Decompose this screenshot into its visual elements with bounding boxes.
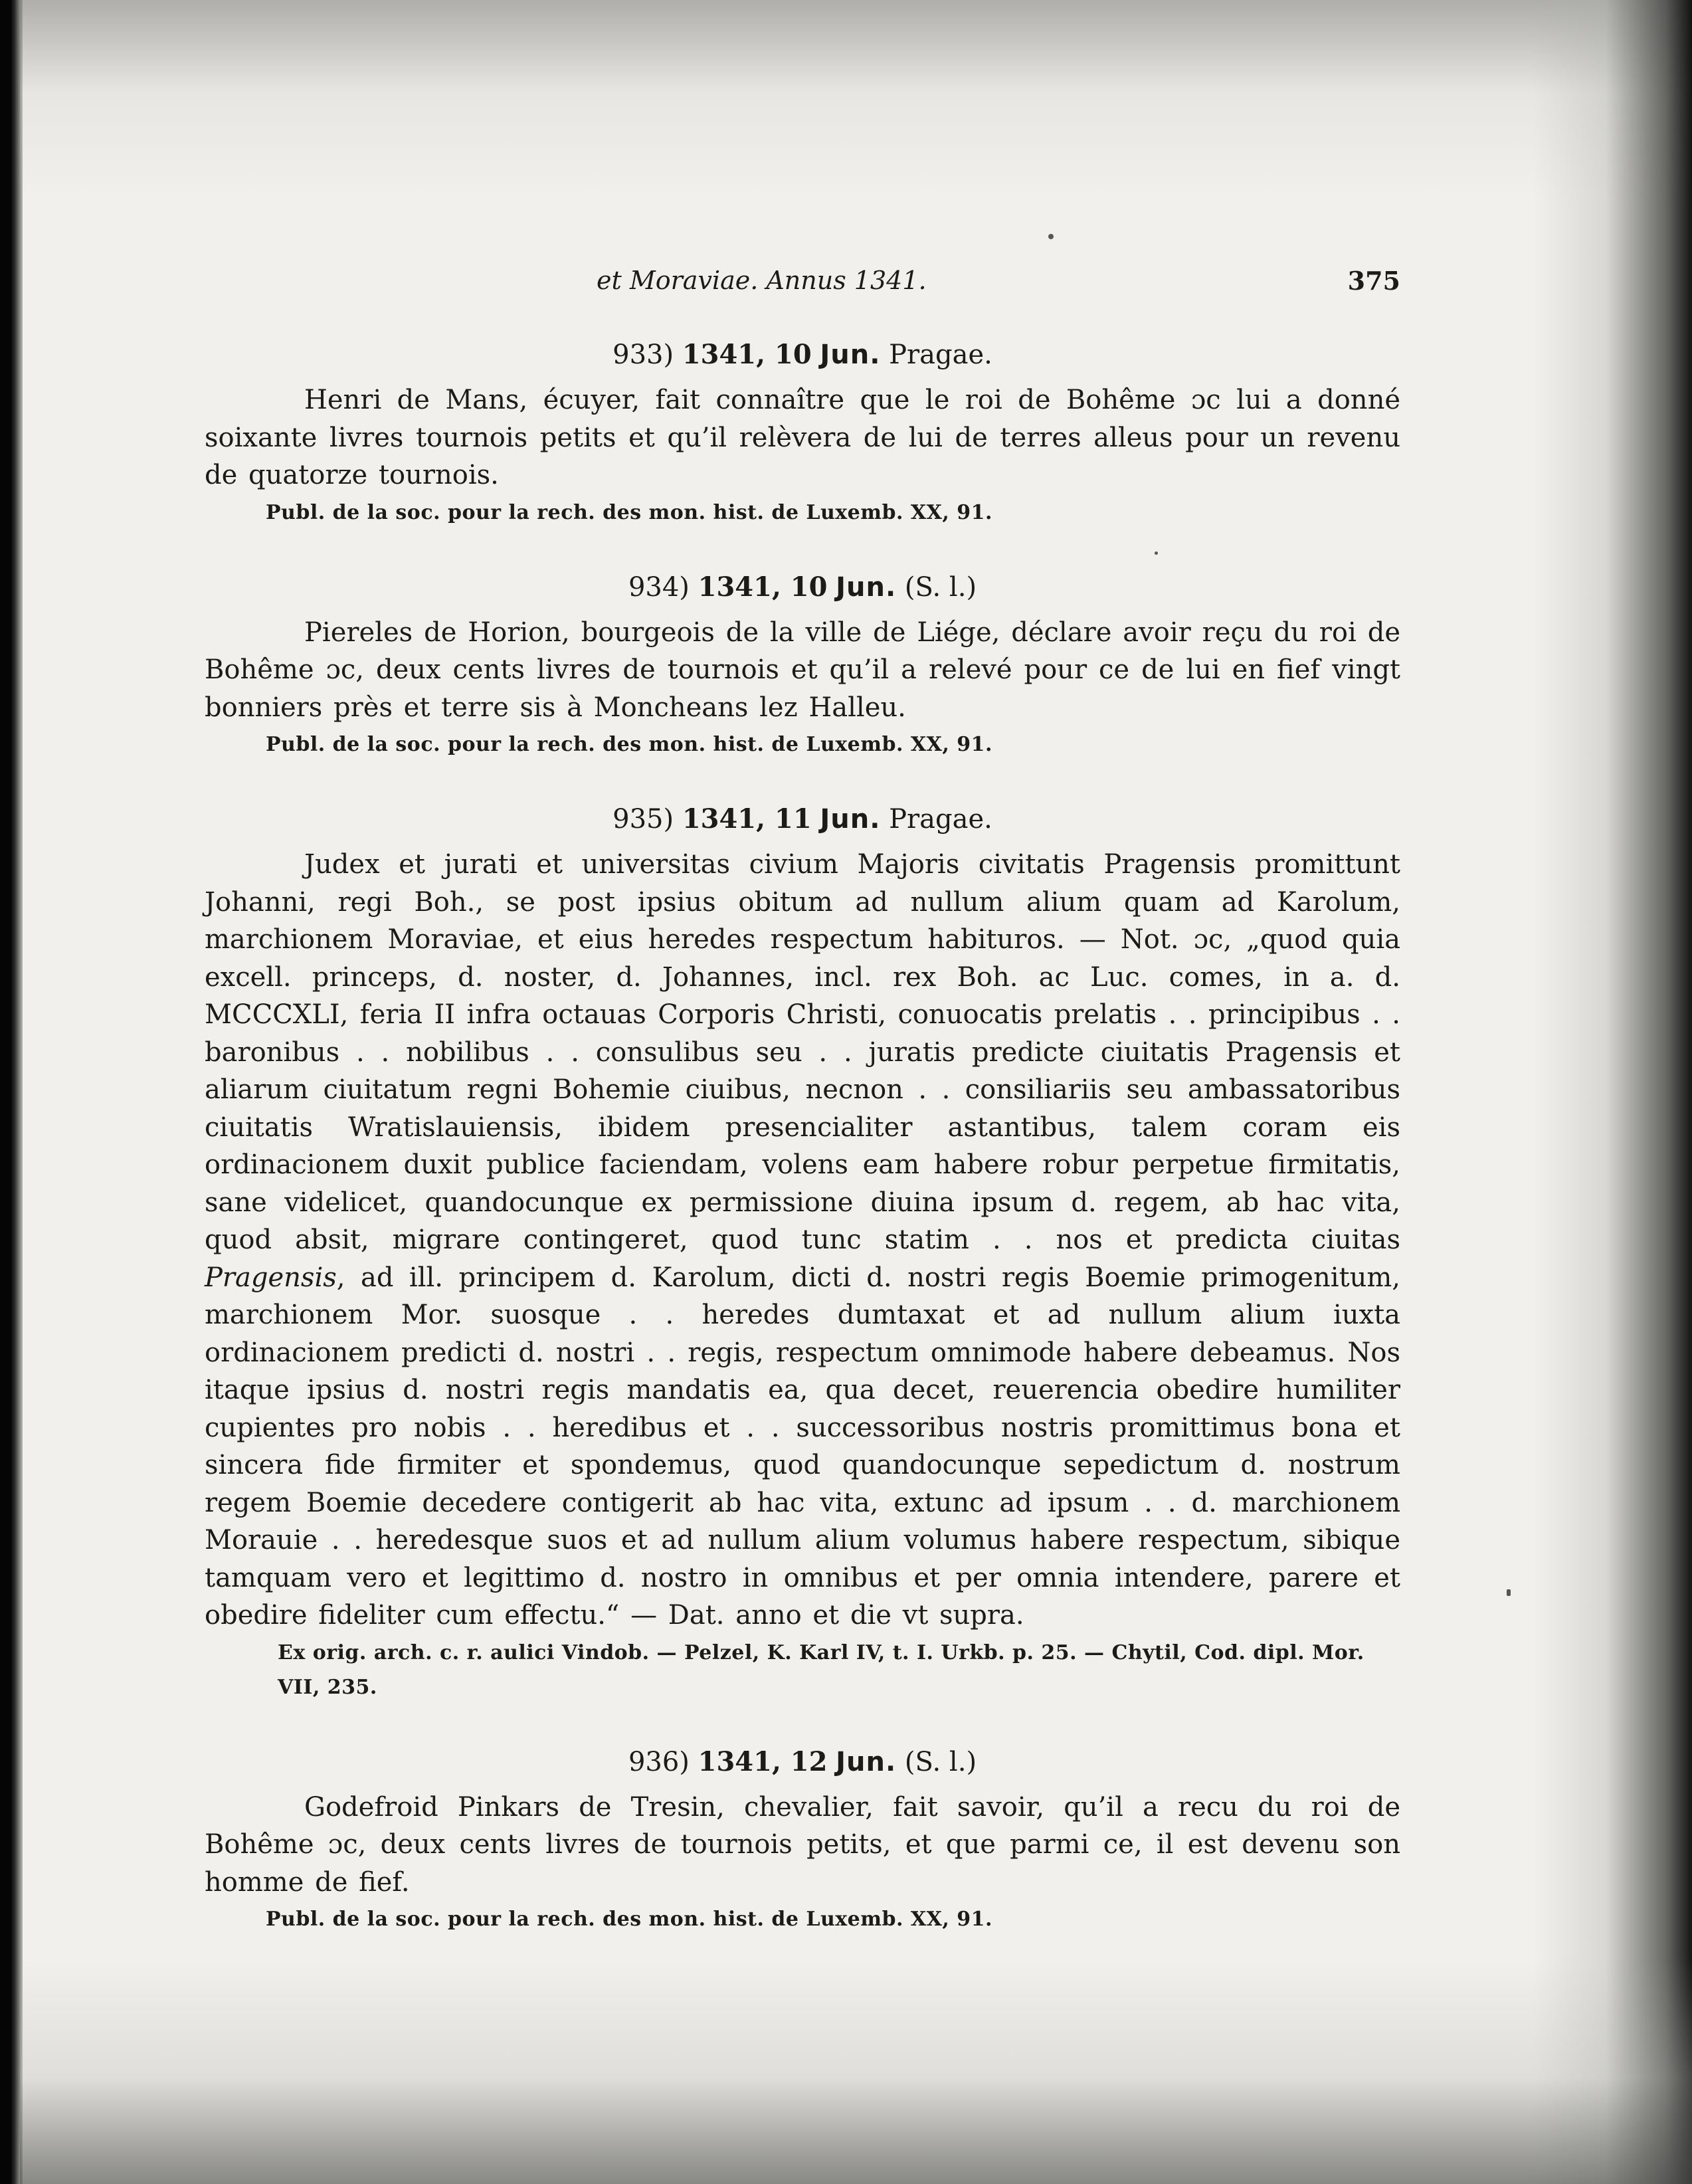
entry-place: Pragae. [889, 340, 992, 370]
entry-number: 934) [628, 571, 690, 603]
binding-edge [0, 0, 23, 2184]
entry-933 [205, 335, 1400, 530]
entry-935 [205, 799, 1400, 1705]
entry-source: Publ. de la soc. pour la rech. des mon. hist. de Luxemb. XX, 91. [266, 733, 992, 756]
entry-text-part2: , ad ill. principem d. Karolum, dicti d. nostri regis Boemie primogenitum, marchionem Mor. suosque . . heredes dumtaxat et ad nullum alium iuxta ordinacionem predicti d. nostri . . regis, respectum omnimode habere debeamus. Nos itaque ipsius d. nostri regis mandatis ea, qua decet, reuerencia obedire humiliter cupientes pro nobis . . heredibus et . . successoribus nostris promittimus bona et sincera fide firmiter et spondemus, quod quandocunque sepedictum d. nostrum regem Boemie decedere contigerit ab hac vita, extunc ad ipsum . . d. marchionem Morauie . . heredesque suos et ad nullum alium volumus habere respectum, sibique tamquam vero et legittimo d. nostro in omnibus et per omnia intendere, parere et obedire fideliter cum effectu.“ — Dat. anno et die vt supra. [205, 1262, 1400, 1631]
entry-text: Piereles de Horion, bourgeois de la ville de Liége, déclare avoir reçu du roi de Bohême ɔc, deux cents livres de tournois et qu’il a relevé pour ce de lui en fief vingt bonniers près et terre sis à Moncheans lez Halleu. [205, 617, 1400, 723]
entry-month: Jun. [820, 340, 881, 370]
entry-text: Henri de Mans, écuyer, fait connaître que le roi de Bohême ɔc lui a donné soixante livres tournois petits et qu’il relèvera de lui de terres alleus pour un revenu de quatorze tournois. [205, 385, 1400, 490]
running-title: et Moraviae. Annus 1341. [597, 266, 927, 295]
entry-heading [205, 1742, 1400, 1782]
entry-text-italic: Pragensis [205, 1262, 337, 1293]
entry-place: (S. l.) [904, 1746, 977, 1777]
entry-934 [205, 567, 1400, 763]
entry-text: Godefroid Pinkars de Tresin, chevalier, fait savoir, qu’il a recu du roi de Bohême ɔc, deux cents livres de tournois petits, et que parmi ce, il est devenu son homme de fief. [205, 1791, 1400, 1898]
entry-number: 936) [628, 1746, 690, 1777]
entry-source: Ex orig. arch. c. r. aulici Vindob. — Pelzel, K. Karl IV, t. I. Urkb. p. 25. — Chytil, Cod. dipl. Mor. VII, 235. [278, 1640, 1364, 1699]
entry-date: 1341, 10 [682, 339, 812, 370]
entry-text-part1: Judex et jurati et universitas civium Majoris civitatis Pragensis promittunt Johanni, regi Boh., se post ipsius obitum ad nullum alium quam ad Karolum, marchionem Moraviae, et eius heredes respectum habituros. — Not. ɔc, „quod quia excell. princeps, d. noster, d. Johannes, incl. rex Boh. ac Luc. comes, in a. d. MCCCXLI, feria II infra octauas Corporis Christi, conuocatis prelatis . . principibus . . baronibus . . nobilibus . . consulibus seu . . juratis predicte ciuitatis Pragensis et aliarum ciuitatum regni Bohemie ciuibus, necnon . . consiliariis seu ambassatoribus ciuitatis Wratislauiensis, ibidem presencialiter astantibus, talem coram eis ordinacionem duxit publice faciendam, volens eam habere robur perpetue firmitatis, sane videlicet, quandocunque ex permissione diuina ipsum d. regem, ab hac vita, quod absit, migrare contingeret, quod tunc statim . . nos et predicta ciuitas [205, 849, 1400, 1255]
entry-place: Pragae. [889, 804, 992, 835]
entry-heading [205, 567, 1400, 607]
entry-text [205, 846, 1400, 1635]
entry-place: (S. l.) [904, 571, 977, 603]
entry-date: 1341, 11 [682, 803, 812, 835]
scan-speck [1048, 234, 1054, 239]
entry-936 [205, 1742, 1400, 1937]
entry-month: Jun. [836, 1746, 897, 1777]
entry-month: Jun. [836, 571, 897, 603]
entry-source: Publ. de la soc. pour la rech. des mon. hist. de Luxemb. XX, 91. [266, 1908, 992, 1931]
scan-speck [1507, 1589, 1511, 1596]
entry-number: 935) [612, 804, 674, 835]
entry-number: 933) [612, 340, 674, 370]
scan-shadow-bottom [20, 1958, 1692, 2184]
entry-heading [205, 799, 1400, 839]
entry-month: Jun. [820, 804, 881, 835]
page-number: 375 [1347, 266, 1400, 296]
entry-source: Publ. de la soc. pour la rech. des mon. hist. de Luxemb. XX, 91. [266, 500, 992, 524]
scan-shadow-top [20, 0, 1692, 199]
entry-date: 1341, 10 [698, 571, 828, 603]
entry-heading [205, 335, 1400, 375]
entry-date: 1341, 12 [698, 1745, 828, 1777]
scan-shadow-right [1533, 0, 1692, 2184]
running-head [205, 266, 1400, 306]
document-page [205, 266, 1400, 1974]
